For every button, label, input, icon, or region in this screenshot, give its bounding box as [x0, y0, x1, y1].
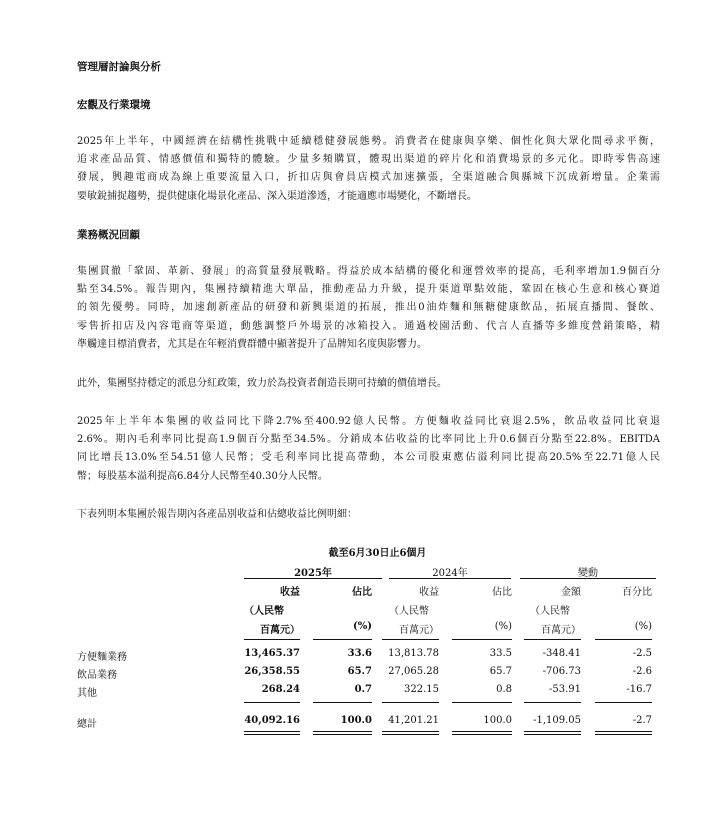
- cell-share-2024: 65.7: [489, 666, 512, 677]
- total-amount: -1,109.05: [533, 715, 581, 726]
- page-title: 管理層討論與分析: [77, 61, 161, 73]
- cell-pct: -2.6: [632, 666, 652, 677]
- total-double-rule: [244, 731, 300, 732]
- cell-share-2025: 0.7: [354, 684, 372, 695]
- text-line: 幣；每股基本溢利提高6.84分人民幣至40.30分人民幣。: [77, 470, 328, 482]
- col-amount: 金額: [561, 587, 581, 598]
- column-rule: [313, 639, 372, 640]
- header-rule: [520, 578, 656, 579]
- cell-rev-2024: 322.15: [404, 684, 439, 695]
- cell-rev-2025: 13,465.37: [244, 648, 300, 659]
- unit-change: （人民幣: [530, 606, 570, 617]
- text-line: 要敏銳捕捉趨勢，提供健康化場景化產品、深入渠道滲透，才能適應市場變化，不斷增長。: [77, 190, 477, 202]
- unit-pct-change: (%): [634, 621, 652, 632]
- column-rule: [595, 639, 652, 640]
- section-heading-business: 業務概況回顧: [77, 229, 140, 241]
- column-rule: [452, 639, 512, 640]
- paragraph-table-intro: [77, 506, 660, 524]
- paragraph-strategy: [77, 263, 660, 354]
- total-double-rule: [595, 734, 652, 735]
- text-line: 零售折扣店及內容電商等渠道，動態調整戶外場景的冰箱投入。通過校園活動、代言人直播等多維度營銷策略，精: [77, 320, 660, 332]
- total-double-rule: [313, 731, 372, 732]
- cell-amount: -53.91: [548, 684, 581, 695]
- unit-pct-2024: (%): [494, 621, 512, 632]
- unit-2025-l2: 百萬元）: [260, 625, 300, 636]
- paragraph-results: [77, 413, 660, 486]
- text-line: 2025年上半年本集團的收益同比下降2.7%至400.92億人民幣。方便麵收益同比衰退2.5%，飲品收益同比衰退: [77, 416, 660, 427]
- subtotal-rule: [313, 702, 372, 703]
- unit-pct-2025: (%): [353, 621, 372, 632]
- total-double-rule: [595, 731, 652, 732]
- text-line: 此外，集團堅持穩定的派息分紅政策，致力於為投資者創造長期可持續的價值增長。: [77, 378, 447, 389]
- total-double-rule: [244, 734, 300, 735]
- header-rule: [389, 578, 511, 579]
- cell-amount: -348.41: [542, 648, 581, 659]
- unit-change-l2: 百萬元）: [541, 625, 581, 636]
- col-share-2025: 佔比: [352, 587, 372, 598]
- unit-2024: （人民幣: [389, 606, 429, 617]
- text-line: 2025年上半年，中國經濟在結構性挑戰中延續穩健發展態勢。消費者在健康與享樂、個性化與大眾化間尋求平衡，: [77, 136, 660, 147]
- total-pct: -2.7: [632, 715, 652, 726]
- column-rule: [524, 639, 581, 640]
- col-percent: 百分比: [622, 587, 652, 598]
- cell-pct: -2.5: [632, 648, 652, 659]
- cell-share-2025: 65.7: [347, 666, 372, 677]
- subtotal-rule: [382, 702, 439, 703]
- total-share-2024: 100.0: [483, 715, 512, 726]
- total-rev-2025: 40,092.16: [244, 715, 300, 726]
- col-revenue-2025: 收益: [280, 587, 300, 598]
- change-header: 變動: [578, 568, 598, 579]
- total-double-rule: [524, 734, 581, 735]
- total-double-rule: [382, 734, 439, 735]
- text-line: 的領先優勢。同時，加速創新產品的研發和新興渠道的拓展，推出0油炸麵和無糖健康飲品，拓展直播間、餐飲、: [77, 302, 660, 314]
- total-rev-2024: 41,201.21: [388, 715, 439, 726]
- col-revenue-2024: 收益: [419, 587, 439, 598]
- text-line: 追求產品品質、情感價值和獨特的體驗。少量多頻購買，體現出渠道的碎片化和消費場景的多元化。即時零售高速: [77, 154, 660, 166]
- col-share-2024: 佔比: [492, 587, 512, 598]
- subtotal-rule: [524, 702, 581, 703]
- total-double-rule: [313, 734, 372, 735]
- text-line: 2.6%。期內毛利率同比提高1.9個百分點至34.5%。分銷成本佔收益的比率同比上升0.6個百分點至22.8%。EBITDA: [77, 434, 660, 446]
- paragraph-macro: [77, 133, 660, 206]
- text-line: 點至34.5%。報告期內，集團持續精進大單品，推動產品力升級，提升渠道單點效能，鞏固在核心生意和核心賽道: [77, 284, 660, 296]
- cell-rev-2024: 27,065.28: [388, 666, 439, 677]
- cell-rev-2025: 268.24: [261, 684, 300, 695]
- total-double-rule: [452, 734, 512, 735]
- paragraph-dividend: [77, 375, 660, 393]
- total-label: 總計: [77, 719, 97, 730]
- cell-share-2024: 0.8: [496, 684, 512, 695]
- subtotal-rule: [452, 702, 512, 703]
- subtotal-rule: [244, 702, 300, 703]
- section-heading-macro: 宏觀及行業環境: [77, 99, 151, 111]
- year-2025-header: 2025年: [294, 568, 332, 579]
- unit-2024-l2: 百萬元）: [399, 625, 439, 636]
- text-line: 準觸達目標消費者，尤其是在年輕消費群體中顯著提升了品牌知名度與影響力。: [77, 338, 427, 350]
- cell-pct: -16.7: [626, 684, 652, 695]
- total-double-rule: [452, 731, 512, 732]
- period-header: 截至6月30日止6個月: [328, 548, 427, 559]
- subtotal-rule: [595, 702, 652, 703]
- unit-2025: （人民幣: [244, 606, 284, 617]
- column-rule: [382, 639, 439, 640]
- cell-share-2025: 33.6: [347, 648, 372, 659]
- total-share-2025: 100.0: [340, 715, 372, 726]
- year-2024-header: 2024年: [432, 568, 468, 579]
- text-line: 發展，興趣電商成為線上重要流量入口，折扣店與會員店模式加速擴張，全渠道融合與縣城下沉成新增量。企業需: [77, 172, 660, 184]
- total-double-rule: [524, 731, 581, 732]
- column-rule: [244, 639, 300, 640]
- cell-rev-2025: 26,358.55: [244, 666, 300, 677]
- text-line: 集團貫徹「鞏固、革新、發展」的高質量發展戰略。得益於成本結構的優化和運營效率的提高，毛利率增加1.9個百分: [77, 266, 660, 277]
- row-label: 其他: [77, 688, 97, 699]
- cell-rev-2024: 13,813.78: [388, 648, 439, 659]
- cell-amount: -706.73: [542, 666, 581, 677]
- total-double-rule: [382, 731, 439, 732]
- text-line: 下表列明本集團於報告期內各產品別收益和佔總收益比例明細：: [77, 509, 357, 520]
- header-rule: [244, 578, 382, 579]
- cell-share-2024: 33.5: [489, 648, 512, 659]
- row-label: 方便麵業務: [77, 652, 127, 663]
- text-line: 同比增長13.0%至54.51億人民幣；受毛利率同比提高帶動，本公司股東應佔溢利同比提高20.5%至22.71億人民: [77, 452, 660, 464]
- row-label: 飲品業務: [77, 670, 117, 681]
